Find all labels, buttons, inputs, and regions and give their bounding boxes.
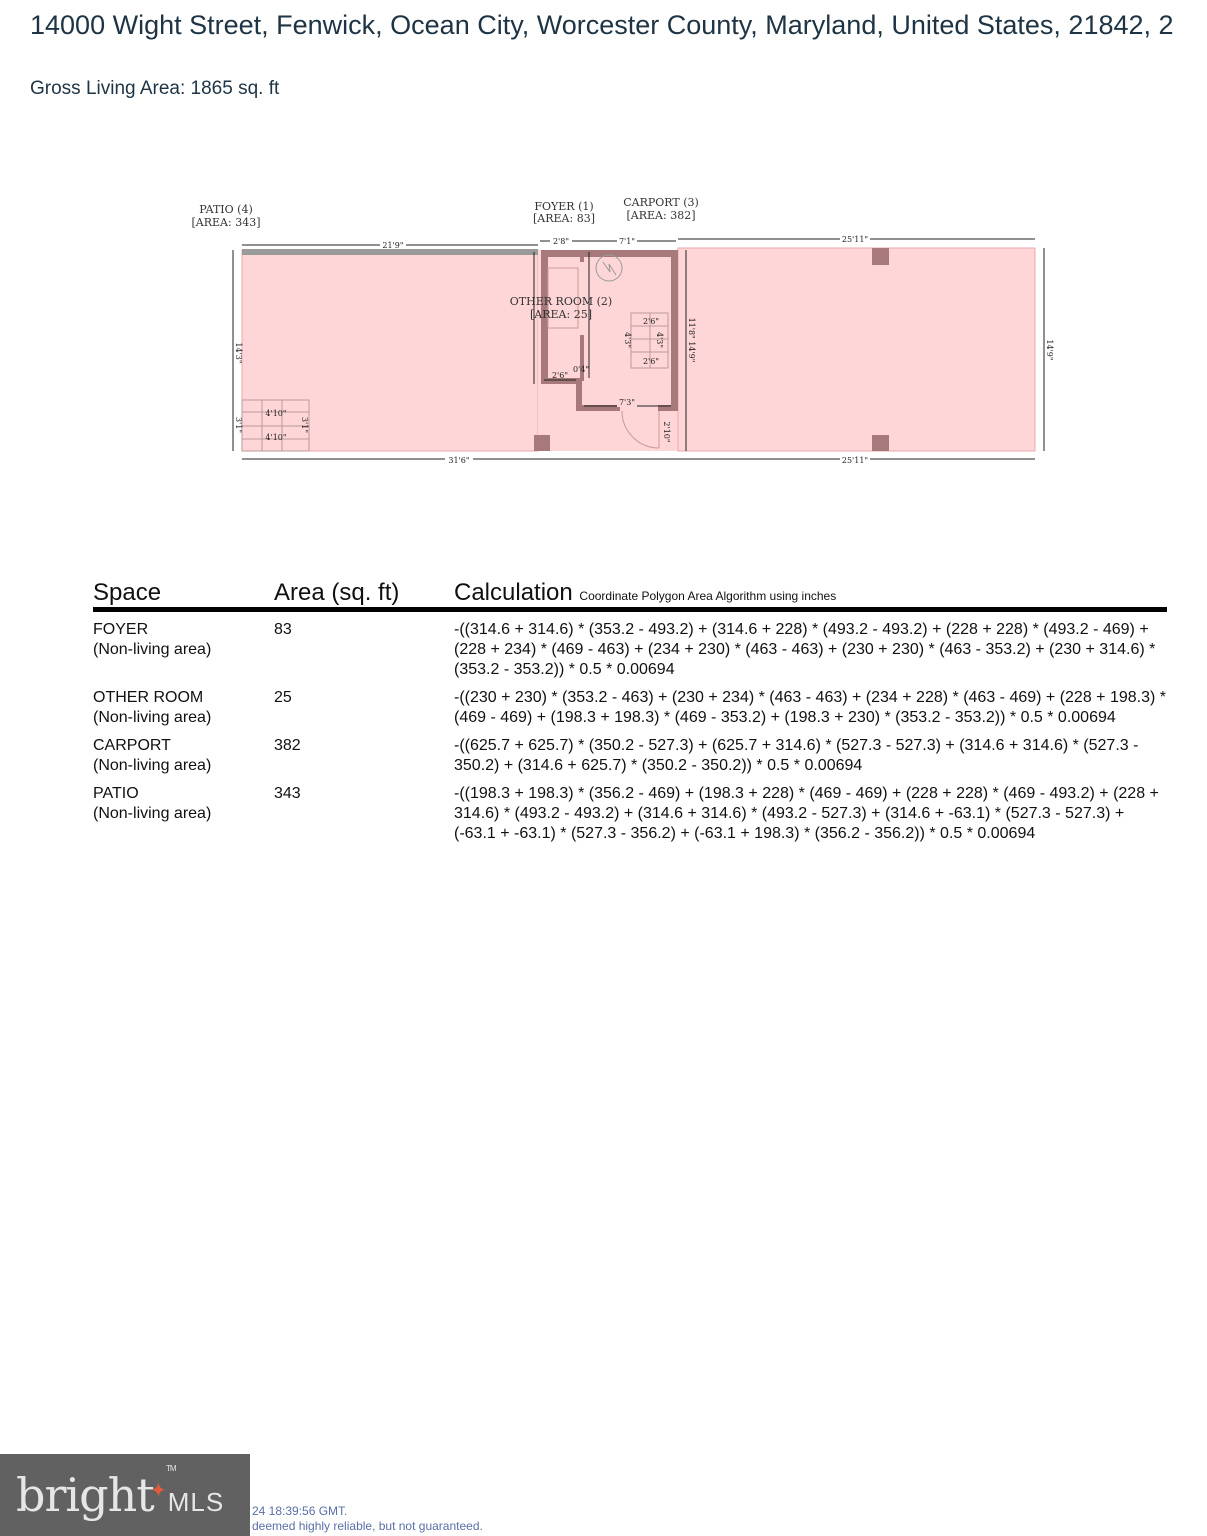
space-type: (Non-living area)	[93, 805, 212, 822]
space-calculation: -((625.7 + 625.7) * (350.2 - 527.3) + (625.7 + 314.6) * (527.3 - 527.3) + (314.6 + 314.6) * (527.3 - 350.2) + (314.6 + 625.7) * (350.2 - 350.2)) * 0.5 * 0.00694	[454, 737, 1139, 774]
area-calculation-table	[93, 575, 1167, 846]
dim-foyer-bottom: 7'3"	[618, 398, 636, 407]
carport-area: [AREA: 382]	[626, 209, 696, 222]
footer-timestamp: 24 18:39:56 GMT.	[252, 1504, 348, 1518]
logo-mls: MLS	[167, 1486, 225, 1517]
dim-foyer-top-right: 7'1"	[618, 237, 636, 246]
space-area: 343	[274, 785, 301, 802]
space-area: 382	[274, 737, 301, 754]
star-icon: ✦	[150, 1478, 166, 1502]
dim-left-side: 14'3"	[234, 342, 243, 364]
other-room-area: [AREA: 25]	[530, 308, 592, 321]
property-address: 14000 Wight Street, Fenwick, Ocean City, Worcester County, Maryland, United States, 21842, 2	[30, 10, 1174, 40]
header-calculation-label: Calculation	[454, 579, 573, 606]
foyer-area: [AREA: 83]	[533, 212, 595, 225]
logo-trademark: TM	[166, 1464, 176, 1473]
carport-label: CARPORT (3)	[623, 196, 699, 209]
gross-living-area: Gross Living Area: 1865 sq. ft	[30, 78, 280, 99]
space-name: PATIO	[93, 785, 139, 802]
header-calculation-note: Coordinate Polygon Area Algorithm using inches	[579, 589, 837, 603]
header-calculation	[454, 579, 1167, 607]
space-name: CARPORT	[93, 737, 171, 754]
space-name: FOYER	[93, 621, 149, 638]
dim-small-04: 0'4"	[572, 365, 590, 374]
dim-carport-top: 25'11"	[841, 235, 869, 244]
other-room-label: OTHER ROOM (2)	[509, 295, 613, 308]
dim-right-side: 14'9"	[1045, 339, 1054, 361]
logo-wordmark	[16, 1464, 176, 1522]
dim-stair-h1: 4'3"	[623, 331, 632, 349]
header-space: Space	[93, 579, 162, 606]
dim-door-side: 2'10"	[662, 421, 671, 443]
dim-step-top: 4'10"	[265, 409, 287, 418]
dim-stair-h2: 4'3"	[655, 331, 664, 349]
logo-text: bright	[16, 1468, 154, 1522]
dim-stair-w1: 2'6"	[642, 317, 660, 326]
space-calculation: -((230 + 230) * (353.2 - 463) + (230 + 234) * (463 - 463) + (234 + 228) * (463 - 469) + (228 + 198.3) * (469 - 469) + (198.3 + 198.3) * (469 - 353.2) + (198.3 + 230) * (353.2 - 353.2)) * 0.5 * 0.00694	[454, 689, 1166, 726]
dim-other-room-bottom: 2'6"	[551, 371, 569, 380]
foyer-label: FOYER (1)	[534, 200, 594, 213]
dim-carport-bottom: 25'11"	[841, 456, 869, 465]
bright-mls-logo	[0, 1454, 250, 1536]
dim-bottom-left: 31'6"	[448, 456, 470, 465]
space-calculation: -((198.3 + 198.3) * (356.2 - 469) + (198.3 + 228) * (469 - 469) + (228 + 228) * (469 - 493.2) + (228 + 314.6) * (493.2 - 493.2) + (314.6 + 314.6) * (493.2 - 527.3) + (314.6 + -63.1) * (527.3 - 527.3) + (-63.1 + -63.1) * (527.3 - 356.2) + (-63.1 + 198.3) * (356.2 - 356.2)) * 0.5 * 0.00694	[454, 785, 1159, 842]
space-type: (Non-living area)	[93, 757, 212, 774]
space-type: (Non-living area)	[93, 641, 212, 658]
space-calculation: -((314.6 + 314.6) * (353.2 - 493.2) + (314.6 + 228) * (493.2 - 493.2) + (228 + 228) * (493.2 - 469) + (228 + 234) * (469 - 463) + (234 + 230) * (463 - 463) + (230 + 230) * (463 - 353.2) + (230 + 314.6) * (353.2 - 353.2)) * 0.5 * 0.00694	[454, 621, 1156, 678]
dim-foyer-top-left: 2'8"	[552, 237, 570, 246]
floor-plan	[0, 180, 1207, 480]
dim-patio-top: 21'9"	[382, 241, 404, 250]
space-area: 25	[274, 689, 292, 706]
dim-left-small: 3'1"	[234, 416, 243, 434]
footer-reliability: deemed highly reliable, but not guaranteed.	[252, 1519, 483, 1533]
header-area: Area (sq. ft)	[274, 579, 400, 606]
space-area: 83	[274, 621, 292, 638]
patio-area: [AREA: 343]	[191, 216, 261, 229]
space-type: (Non-living area)	[93, 709, 212, 726]
table-row	[93, 682, 1167, 730]
footer-disclaimer	[252, 1504, 483, 1534]
table-row	[93, 730, 1167, 778]
table-row	[93, 778, 1167, 846]
dim-foyer-height: 11'8" 14'9"	[687, 317, 696, 363]
patio-label: PATIO (4)	[199, 203, 253, 216]
dim-stair-w2: 2'6"	[642, 357, 660, 366]
dim-step-height: 3'1"	[300, 416, 309, 434]
table-header	[93, 575, 1167, 612]
space-name: OTHER ROOM	[93, 689, 204, 706]
dim-step-bottom: 4'10"	[265, 433, 287, 442]
table-row	[93, 612, 1167, 682]
